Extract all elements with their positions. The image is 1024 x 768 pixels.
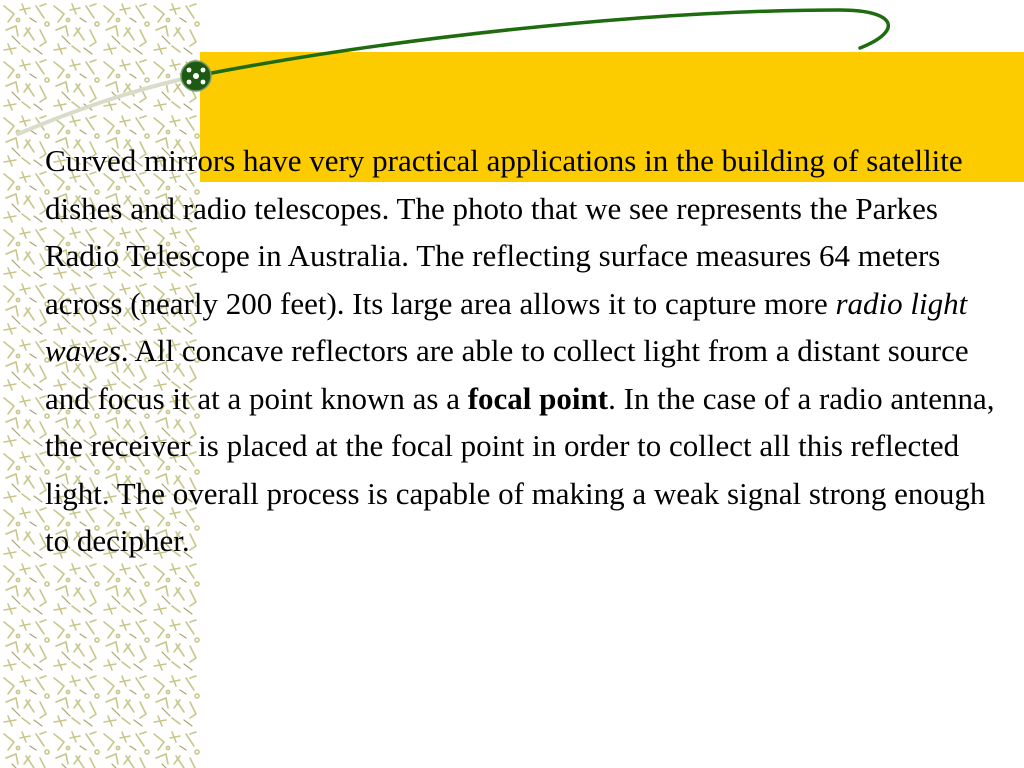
italic-term-radio-light-waves: radio light waves — [45, 285, 968, 368]
satellite-icon — [181, 61, 211, 91]
bold-term-focal-point: focal point — [467, 380, 609, 416]
body-paragraph — [45, 137, 1015, 565]
body-text-part2: . All concave reflectors are able to collect light from a distant source and focus it at a point known as a — [45, 333, 969, 416]
body-text-part1: Curved mirrors have very practical applications in the building of satellite dishes and radio telescopes. The photo that we see represents the Parkes Radio Telescope in Australia. The reflecting surface measures 64 meters across (nearly 200 feet). Its large area allows it to capture more — [45, 143, 963, 321]
body-text-part3: . In the case of a radio antenna, the receiver is placed at the focal point in order to collect all this reflected light. The overall process is capable of making a weak signal strong enough to decipher. — [45, 380, 995, 558]
